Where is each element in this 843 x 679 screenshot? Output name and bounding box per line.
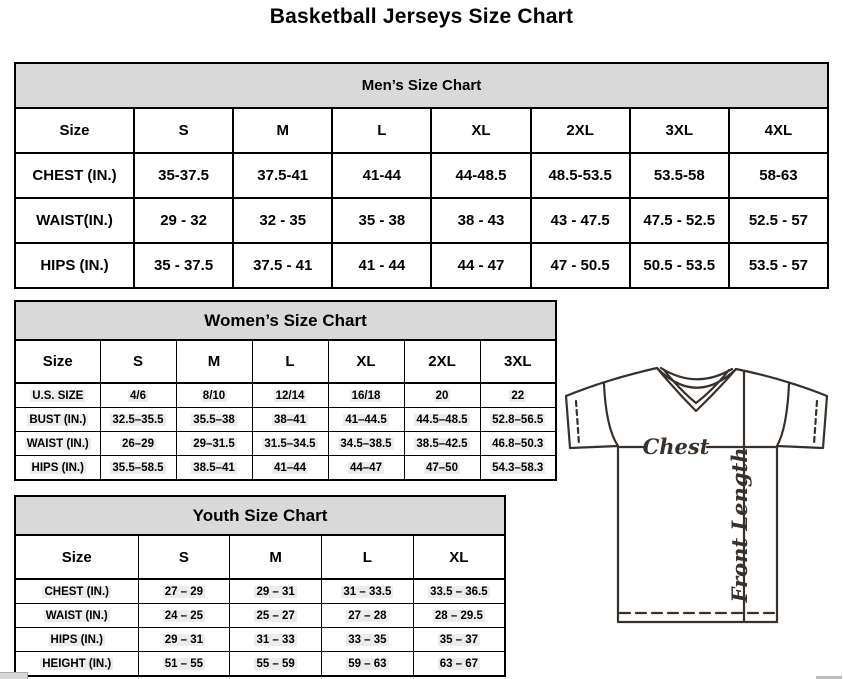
value-cell: 44–47: [328, 456, 404, 481]
value-cell: 24 – 25: [138, 604, 230, 628]
armhole-seam-right: [777, 384, 789, 446]
page-title: Basketball Jerseys Size Chart: [269, 5, 574, 28]
table-header-row: [15, 340, 556, 383]
value-cell: 59 – 63: [322, 652, 414, 677]
size-header-2XL: 2XL: [531, 108, 630, 153]
row-label: HIPS (IN.): [15, 456, 100, 481]
size-header-M: M: [233, 108, 332, 153]
value-cell: 12/14: [252, 383, 328, 408]
row-label: WAIST (IN.): [15, 432, 100, 456]
size-column-header: Size: [15, 108, 134, 153]
scrollbar-fragment-left[interactable]: [0, 672, 28, 679]
value-cell: 44 - 47: [431, 243, 530, 288]
size-header-S: S: [100, 340, 176, 383]
value-cell: 35-37.5: [134, 153, 233, 198]
value-cell: 51 – 55: [138, 652, 230, 677]
table-row: [15, 432, 556, 456]
value-cell: 32 - 35: [233, 198, 332, 243]
value-cell: 52.5 - 57: [729, 198, 828, 243]
row-label: CHEST (IN.): [15, 579, 138, 604]
front-length-label: Front Length: [727, 447, 752, 603]
table-caption: Men’s Size Chart: [15, 63, 828, 108]
table-row: [15, 383, 556, 408]
value-cell: 27 – 28: [322, 604, 414, 628]
value-cell: 55 – 59: [230, 652, 322, 677]
value-cell: 31 – 33: [230, 628, 322, 652]
size-header-S: S: [138, 535, 230, 579]
value-cell: 37.5 - 41: [233, 243, 332, 288]
jersey-measurement-diagram: [549, 357, 841, 632]
value-cell: 38 - 43: [431, 198, 530, 243]
value-cell: 54.3–58.3: [480, 456, 556, 481]
size-header-XL: XL: [413, 535, 505, 579]
row-label: HEIGHT (IN.): [15, 652, 138, 677]
value-cell: 58-63: [729, 153, 828, 198]
womens-size-table: [14, 300, 557, 481]
table-row: [15, 408, 556, 432]
value-cell: 48.5-53.5: [531, 153, 630, 198]
size-header-3XL: 3XL: [480, 340, 556, 383]
value-cell: 27 – 29: [138, 579, 230, 604]
size-column-header: Size: [15, 340, 100, 383]
value-cell: 29 – 31: [138, 628, 230, 652]
cuff-dashed-right: [814, 401, 817, 444]
value-cell: 50.5 - 53.5: [630, 243, 729, 288]
value-cell: 31 – 33.5: [322, 579, 414, 604]
value-cell: 29–31.5: [176, 432, 252, 456]
value-cell: 41–44.5: [328, 408, 404, 432]
table-row: [15, 628, 505, 652]
value-cell: 31.5–34.5: [252, 432, 328, 456]
table-header-row: [15, 535, 505, 579]
value-cell: 41-44: [332, 153, 431, 198]
table-row: [15, 198, 828, 243]
value-cell: 38.5–42.5: [404, 432, 480, 456]
value-cell: 29 - 32: [134, 198, 233, 243]
table-row: [15, 153, 828, 198]
armhole-seam-left: [604, 384, 618, 446]
size-header-L: L: [332, 108, 431, 153]
chest-label: Chest: [642, 434, 710, 459]
size-header-M: M: [176, 340, 252, 383]
value-cell: 34.5–38.5: [328, 432, 404, 456]
value-cell: 37.5-41: [233, 153, 332, 198]
value-cell: 44.5–48.5: [404, 408, 480, 432]
value-cell: 47.5 - 52.5: [630, 198, 729, 243]
size-header-4XL: 4XL: [729, 108, 828, 153]
value-cell: 29 – 31: [230, 579, 322, 604]
value-cell: 16/18: [328, 383, 404, 408]
value-cell: 52.8–56.5: [480, 408, 556, 432]
value-cell: 33 – 35: [322, 628, 414, 652]
table-row: [15, 243, 828, 288]
value-cell: 38–41: [252, 408, 328, 432]
table-caption: Women’s Size Chart: [15, 301, 556, 340]
row-label: BUST (IN.): [15, 408, 100, 432]
row-label: HIPS (IN.): [15, 628, 138, 652]
value-cell: 8/10: [176, 383, 252, 408]
value-cell: 28 – 29.5: [413, 604, 505, 628]
value-cell: 35.5–58.5: [100, 456, 176, 481]
size-header-2XL: 2XL: [404, 340, 480, 383]
value-cell: 35 - 37.5: [134, 243, 233, 288]
value-cell: 46.8–50.3: [480, 432, 556, 456]
value-cell: 63 – 67: [413, 652, 505, 677]
size-header-XL: XL: [328, 340, 404, 383]
value-cell: 53.5 - 57: [729, 243, 828, 288]
size-header-M: M: [230, 535, 322, 579]
value-cell: 41–44: [252, 456, 328, 481]
value-cell: 22: [480, 383, 556, 408]
value-cell: 47–50: [404, 456, 480, 481]
size-column-header: Size: [15, 535, 138, 579]
table-row: [15, 604, 505, 628]
cuff-dashed-left: [576, 401, 579, 444]
value-cell: 35.5–38: [176, 408, 252, 432]
value-cell: 33.5 – 36.5: [413, 579, 505, 604]
value-cell: 35 – 37: [413, 628, 505, 652]
size-header-XL: XL: [431, 108, 530, 153]
size-header-S: S: [134, 108, 233, 153]
value-cell: 44-48.5: [431, 153, 530, 198]
value-cell: 47 - 50.5: [531, 243, 630, 288]
table-row: [15, 456, 556, 481]
row-label: CHEST (IN.): [15, 153, 134, 198]
value-cell: 32.5–35.5: [100, 408, 176, 432]
table-header-row: [15, 108, 828, 153]
size-header-L: L: [322, 535, 414, 579]
row-label: U.S. SIZE: [15, 383, 100, 408]
value-cell: 53.5-58: [630, 153, 729, 198]
value-cell: 26–29: [100, 432, 176, 456]
row-label: HIPS (IN.): [15, 243, 134, 288]
value-cell: 38.5–41: [176, 456, 252, 481]
size-header-3XL: 3XL: [630, 108, 729, 153]
youth-size-table: [14, 495, 506, 677]
value-cell: 25 – 27: [230, 604, 322, 628]
value-cell: 20: [404, 383, 480, 408]
size-header-L: L: [252, 340, 328, 383]
table-row: [15, 652, 505, 677]
value-cell: 4/6: [100, 383, 176, 408]
table-row: [15, 579, 505, 604]
table-caption: Youth Size Chart: [15, 496, 505, 535]
value-cell: 35 - 38: [332, 198, 431, 243]
row-label: WAIST (IN.): [15, 604, 138, 628]
value-cell: 41 - 44: [332, 243, 431, 288]
mens-size-table: [14, 62, 829, 289]
value-cell: 43 - 47.5: [531, 198, 630, 243]
collar-back-arc-outer: [657, 368, 736, 388]
row-label: WAIST(IN.): [15, 198, 134, 243]
